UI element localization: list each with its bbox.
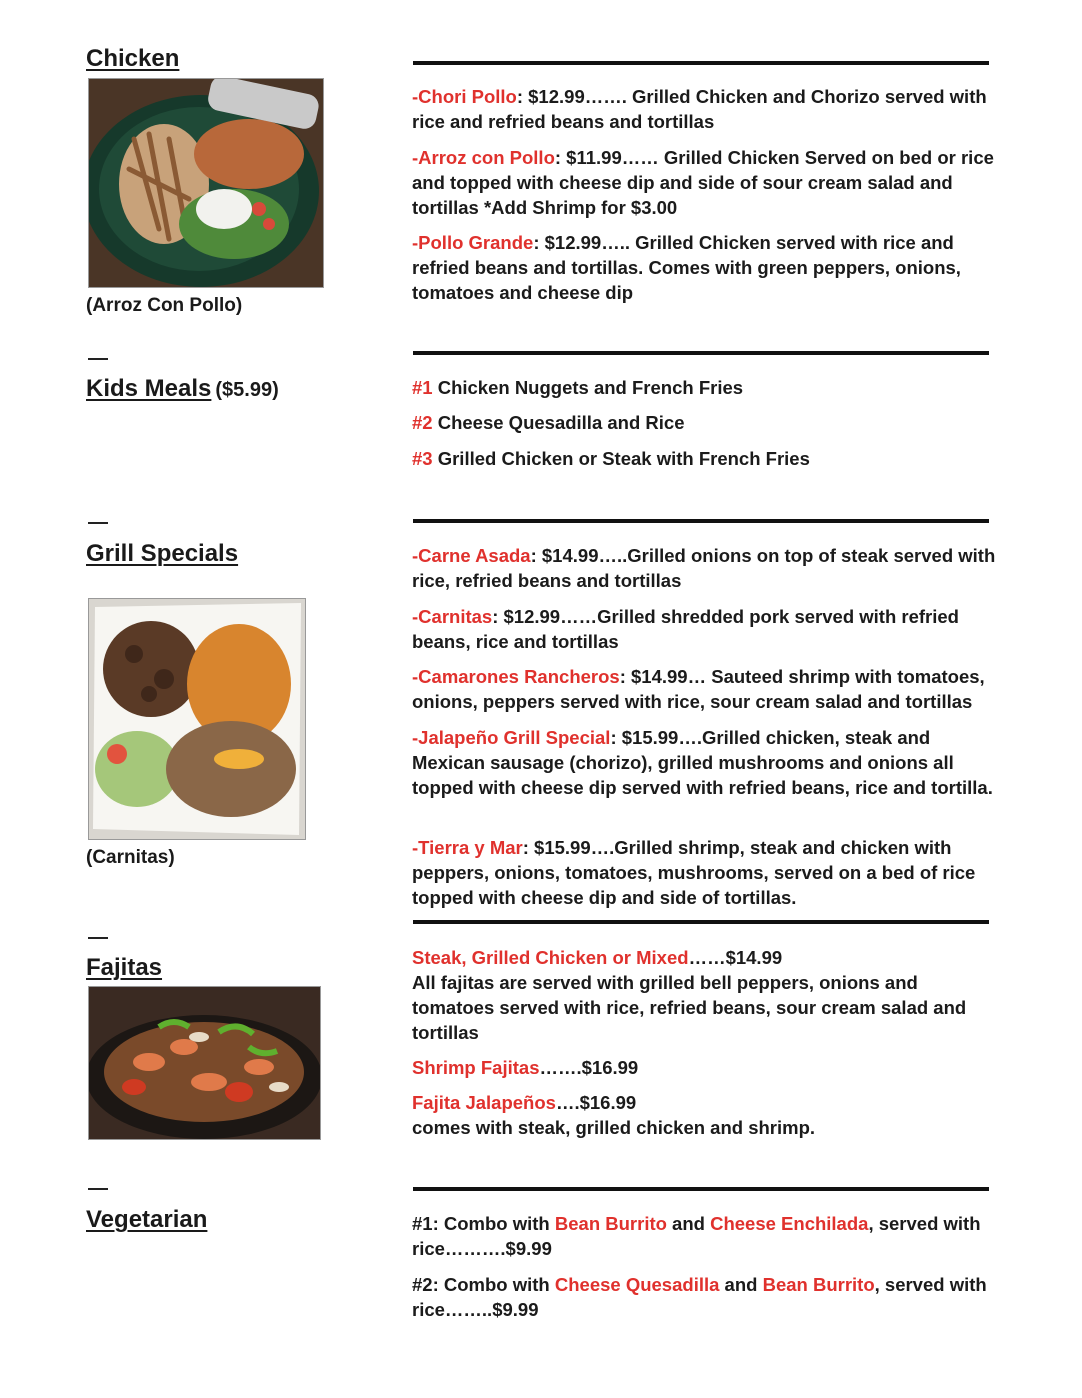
kids-item-1: #1 Chicken Nuggets and French Fries [412, 377, 744, 398]
fajitas-item-2: Shrimp Fajitas…….$16.99 [412, 1057, 639, 1078]
fajitas-item-1: Steak, Grilled Chicken or Mixed……$14.99 All fajitas are served with grilled bell peppers, onions and tomatoes served with rice, refried beans, sour cream salad and tortillas [412, 947, 967, 1043]
fajitas-rule [413, 920, 989, 924]
arroz-con-pollo-photo [88, 78, 324, 288]
grill-item-1: -Carne Asada: $14.99…..Grilled onions on top of steak served with rice, refried beans and tortillas [412, 545, 996, 591]
vegetarian-item-1: #1: Combo with Bean Burrito and Cheese Enchilada, served with rice……….$9.99 [412, 1213, 981, 1259]
grill-item-2: -Carnitas: $12.99……Grilled shredded pork served with refried beans, rice and tortillas [412, 606, 959, 652]
vegetarian-rule [413, 1187, 989, 1191]
chicken-item-2: -Arroz con Pollo: $11.99…… Grilled Chicken Served on bed or rice and topped with cheese dip and side of sour cream salad and tortillas *Add Shrimp for $3.00 [412, 147, 994, 218]
kids-item-3: #3 Grilled Chicken or Steak with French Fries [412, 448, 810, 469]
grill-rule [413, 519, 989, 523]
grill-item-4: -Jalapeño Grill Special: $15.99….Grilled chicken, steak and Mexican sausage (chorizo), grilled mushrooms and onions all topped with cheese dip served with refried beans, rice and tortilla. [412, 727, 993, 798]
vegetarian-item-2: #2: Combo with Cheese Quesadilla and Bean Burrito, served with rice……..$9.99 [412, 1274, 987, 1320]
grill-caption: (Carnitas) [86, 847, 175, 868]
chicken-caption: (Arroz Con Pollo) [86, 295, 243, 316]
chicken-title: Chicken [86, 45, 180, 72]
chicken-rule [413, 61, 989, 65]
fajitas-photo [88, 986, 321, 1140]
grill-dash [88, 522, 108, 524]
grill-title: Grill Specials [86, 540, 239, 567]
fajitas-title: Fajitas [86, 954, 163, 981]
vegetarian-title: Vegetarian [86, 1206, 208, 1233]
kids-price: ($5.99) [215, 379, 279, 401]
kids-title: Kids Meals ($5.99) [86, 375, 279, 402]
chicken-item-1: -Chori Pollo: $12.99……. Grilled Chicken and Chorizo served with rice and refried beans and tortillas [412, 86, 987, 132]
kids-rule [413, 351, 989, 355]
vegetarian-dash [88, 1188, 108, 1190]
kids-dash [88, 358, 108, 360]
grill-item-5: -Tierra y Mar: $15.99….Grilled shrimp, steak and chicken with peppers, onions, tomatoes, mushrooms, served on a bed of rice topped with cheese dip and side of tortillas. [412, 837, 976, 908]
kids-item-2: #2 Cheese Quesadilla and Rice [412, 412, 685, 433]
grill-item-3: -Camarones Rancheros: $14.99… Sauteed shrimp with tomatoes, onions, peppers served with rice, sour cream salad and tortillas [412, 666, 985, 712]
chicken-item-3: -Pollo Grande: $12.99….. Grilled Chicken served with rice and refried beans and tortillas. Comes with green peppers, onions, tomatoes and cheese dip [412, 232, 961, 303]
fajitas-item-3: Fajita Jalapeños….$16.99 comes with steak, grilled chicken and shrimp. [412, 1092, 816, 1138]
carnitas-photo [88, 598, 306, 840]
fajitas-dash [88, 937, 108, 939]
